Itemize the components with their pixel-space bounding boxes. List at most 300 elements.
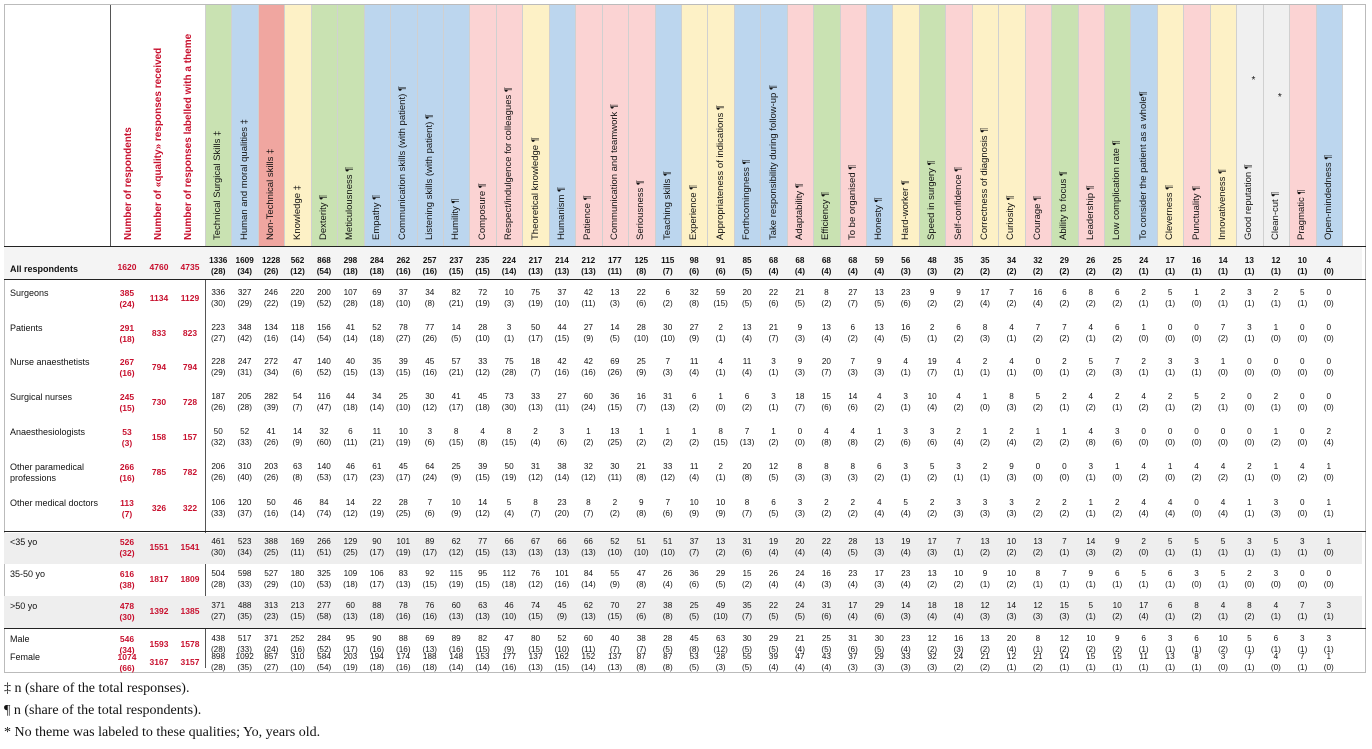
theme-column-header: Speed in surgery ¶ (926, 160, 938, 240)
table-cell: 2 (1) (1244, 462, 1255, 482)
table-cell: 180 (10) (290, 569, 305, 589)
table-cell: 10 (2) (1085, 634, 1096, 654)
table-cell: 11 (4) (689, 357, 700, 377)
table-cell: 82 (15) (475, 634, 490, 654)
table-cell: 28 (25) (396, 498, 411, 518)
table-cell: 54 (7) (292, 392, 303, 412)
table-cell: 31 (6) (742, 537, 753, 557)
table-cell: 25 (9) (451, 462, 462, 482)
theme-column-header: Efficiency ¶ (820, 191, 832, 240)
table-cell: 27 (9) (689, 323, 700, 343)
table-cell: 4 (2) (1191, 462, 1202, 482)
table-cell: 6 (2) (953, 323, 964, 343)
table-cell: 59 (4) (874, 256, 885, 276)
table-cell: 37 (10) (396, 288, 411, 308)
table-cell: 0 (0) (1297, 498, 1308, 518)
table-cell: 5 (1) (1138, 569, 1149, 589)
table-cell: 70 (15) (607, 601, 623, 621)
responses-received: 1134 (149, 293, 169, 303)
table-cell: 8 (1) (1032, 634, 1043, 654)
table-cell: 24 (2) (953, 652, 964, 672)
table-cell: 28 (5) (847, 537, 858, 557)
table-cell: 9 (2) (1112, 634, 1123, 654)
table-cell: 16 (3) (821, 569, 832, 589)
table-cell: 38 (8) (662, 601, 673, 621)
table-cell: 36 (6) (689, 569, 700, 589)
group-separator (4, 279, 1366, 280)
table-cell: 6 (2) (1059, 288, 1070, 308)
table-cell: 203 (19) (343, 652, 358, 672)
table-cell: 438 (28) (210, 634, 226, 654)
table-cell: 77 (15) (475, 537, 490, 557)
responses-received: 158 (151, 432, 167, 442)
table-cell: 0 (0) (1165, 323, 1176, 343)
table-cell: 4 (8) (821, 427, 832, 447)
table-cell: 41 (14) (343, 323, 358, 343)
table-cell: 7 (6) (424, 498, 435, 518)
table-cell: 504 (28) (210, 569, 226, 589)
theme-column-header: To be organised ¶ (846, 164, 858, 240)
table-cell: 523 (34) (237, 537, 252, 557)
table-cell: 82 (21) (448, 288, 464, 308)
table-cell: 8 (7) (530, 498, 541, 518)
row-label: 35-50 yo (10, 569, 46, 579)
table-cell: 87 (8) (636, 652, 647, 672)
table-cell: 313 (23) (263, 601, 279, 621)
table-cell: 4 (4) (1217, 498, 1228, 518)
theme-column-header: Honesty ¶ (873, 197, 885, 240)
table-cell: 169 (11) (290, 537, 305, 557)
table-cell: 129 (25) (343, 537, 358, 557)
table-cell: 14 (1) (1217, 256, 1228, 276)
table-cell: 284 (52) (316, 634, 332, 654)
table-cell: 32 (60) (316, 427, 332, 447)
table-cell: 20 (4) (1006, 634, 1017, 654)
table-cell: 7 (1) (1059, 569, 1070, 589)
column-divider (496, 5, 497, 246)
table-cell: 13 (3) (874, 537, 885, 557)
table-cell: 1 (0) (1323, 652, 1334, 672)
table-cell: 206 (26) (210, 462, 226, 482)
table-cell: 34 (8) (424, 288, 435, 308)
table-cell: 22 (4) (821, 537, 832, 557)
table-cell: 272 (34) (263, 357, 279, 377)
table-cell: 6 (2) (689, 392, 700, 412)
table-cell: 4 (8) (847, 427, 858, 447)
column-divider (205, 5, 206, 246)
table-cell: 13 (4) (742, 323, 753, 343)
table-cell: 69 (18) (369, 288, 385, 308)
table-cell: 25 (10) (396, 392, 411, 412)
table-cell: 38 (14) (554, 462, 570, 482)
table-cell: 21 (2) (980, 652, 991, 672)
table-cell: 20 (7) (821, 357, 832, 377)
table-cell: 4 (2) (1085, 392, 1096, 412)
table-cell: 31 (13) (660, 392, 675, 412)
respondents-count: 245 (15) (119, 392, 135, 413)
table-cell: 246 (22) (263, 288, 279, 308)
table-cell: 8 (3) (847, 462, 858, 482)
table-cell: 0 (0) (1191, 498, 1202, 518)
responses-labelled: 794 (182, 362, 198, 372)
table-cell: 14 (3) (1085, 537, 1096, 557)
table-cell: 69 (13) (422, 634, 438, 654)
table-cell: 21 (4) (794, 634, 805, 654)
column-divider (655, 5, 656, 246)
table-cell: 0 (0) (1297, 569, 1308, 589)
column-divider (1157, 5, 1158, 246)
table-cell: 36 (15) (607, 392, 623, 412)
table-cell: 1 (0) (980, 392, 991, 412)
table-cell: 10 (2) (1006, 569, 1017, 589)
table-cell: 25 (2) (1112, 256, 1123, 276)
table-cell: 140 (52) (316, 357, 332, 377)
table-cell: 32 (2) (1032, 256, 1043, 276)
table-cell: 78 (27) (396, 323, 411, 343)
responses-received: 785 (151, 467, 167, 477)
table-cell: 62 (12) (448, 537, 464, 557)
table-cell: 4 (2) (1217, 462, 1228, 482)
column-divider (417, 5, 418, 246)
table-cell: 38 (7) (636, 634, 647, 654)
theme-column-header: Listening skills (with patient) ¶ (423, 113, 435, 240)
table-cell: 2 (1) (1059, 357, 1070, 377)
responses-labelled: 728 (182, 397, 198, 407)
table-cell: 152 (14) (581, 652, 596, 672)
table-cell: 8 (2) (1085, 288, 1096, 308)
table-cell: 205 (28) (237, 392, 252, 412)
theme-column-header: Meticulousness ¶ (344, 166, 356, 240)
table-cell: 47 (4) (794, 652, 805, 672)
table-cell: 3 (3) (794, 498, 805, 518)
table-cell: 19 (7) (927, 357, 938, 377)
table-cell: 17 (3) (874, 569, 885, 589)
table-cell: 1 (2) (1270, 427, 1281, 447)
responses-labelled: 1129 (180, 293, 200, 303)
table-cell: 247 (31) (237, 357, 252, 377)
table-cell: 1 (2) (874, 427, 885, 447)
table-cell: 80 (15) (528, 634, 543, 654)
table-cell: 42 (16) (581, 357, 596, 377)
table-cell: 112 (18) (501, 569, 517, 589)
table-cell: 23 (6) (900, 288, 911, 308)
table-cell: 39 (15) (475, 462, 490, 482)
responses-labelled: 782 (182, 467, 198, 477)
theme-column-header: Non-Technical skills ‡ (265, 148, 277, 240)
table-cell: 2 (1) (1138, 288, 1149, 308)
column-divider (1263, 5, 1264, 246)
table-cell: 223 (27) (210, 323, 226, 343)
table-cell: 310 (40) (237, 462, 252, 482)
table-cell: 3 (0) (1217, 652, 1228, 672)
table-cell: 3 (1) (1165, 634, 1176, 654)
table-cell: 214 (13) (554, 256, 570, 276)
table-cell: 325 (53) (316, 569, 332, 589)
table-cell: 4 (2) (1138, 392, 1149, 412)
table-cell: 2 (2) (927, 498, 938, 518)
table-cell: 3 (1) (1323, 601, 1334, 621)
table-cell: 32 (12) (581, 462, 596, 482)
table-cell: 148 (14) (448, 652, 464, 672)
respondents-count: 1074 (66) (117, 652, 137, 673)
table-cell: 8 (15) (501, 427, 517, 447)
table-cell: 40 (15) (343, 357, 358, 377)
table-cell: 33 (3) (900, 652, 911, 672)
table-cell: 42 (11) (581, 288, 596, 308)
column-divider (1078, 5, 1079, 246)
theme-column-header: Humanism ¶ (555, 186, 567, 240)
table-cell: 0 (0) (1297, 427, 1308, 447)
column-divider (1289, 5, 1290, 246)
table-cell: 10 (2) (1217, 634, 1228, 654)
column-divider (575, 5, 576, 246)
table-cell: 6 (1) (1270, 634, 1281, 654)
table-cell: 1 (2) (636, 427, 647, 447)
table-cell: 8 (3) (821, 462, 832, 482)
front-column-header: Number of respondents (123, 127, 134, 240)
table-cell: 28 (10) (475, 323, 490, 343)
column-divider (813, 5, 814, 246)
table-cell: 388 (25) (263, 537, 279, 557)
table-cell: 20 (8) (742, 462, 753, 482)
table-cell: 16 (4) (1032, 288, 1043, 308)
column-divider (866, 5, 867, 246)
responses-received: 1593 (149, 639, 169, 649)
table-cell: 21 (8) (636, 462, 647, 482)
table-cell: 35 (2) (953, 256, 964, 276)
table-cell: 2 (4) (1006, 427, 1017, 447)
theme-column-header: Ability to focus ¶ (1058, 171, 1070, 240)
table-cell: 11 (4) (742, 357, 753, 377)
column-divider (1183, 5, 1184, 246)
table-cell: 109 (18) (343, 569, 358, 589)
table-cell: 6 (2) (1112, 323, 1123, 343)
table-cell: 156 (54) (316, 323, 332, 343)
table-cell: 4 (2) (953, 392, 964, 412)
table-cell: 50 (17) (528, 323, 543, 343)
theme-column-header: Humility ¶ (450, 198, 462, 240)
table-cell: 46 (10) (501, 601, 517, 621)
column-divider (734, 5, 735, 246)
table-cell: 266 (51) (316, 537, 332, 557)
table-cell: 177 (11) (607, 256, 622, 276)
theme-column-header: Empathy ¶ (370, 194, 382, 240)
group-separator (4, 628, 1366, 629)
table-cell: 0 (0) (1270, 357, 1281, 377)
table-cell: 73 (30) (501, 392, 517, 412)
table-cell: 3 (6) (556, 427, 567, 447)
table-cell: 4 (4) (1165, 498, 1176, 518)
table-cell: 224 (14) (501, 256, 517, 276)
table-cell: 5 (1) (1217, 569, 1228, 589)
table-cell: 1 (0) (1217, 357, 1228, 377)
table-cell: 584 (54) (316, 652, 332, 672)
front-column-header: Number of responses labelled with a theme (183, 33, 194, 240)
responses-received: 4760 (149, 262, 169, 272)
table-cell: 107 (28) (343, 288, 358, 308)
table-cell: 10 (9) (689, 498, 700, 518)
table-cell: 16 (1) (1191, 256, 1202, 276)
table-cell: 3 (6) (927, 427, 938, 447)
table-cell: 284 (18) (369, 256, 385, 276)
table-cell: 4 (1) (1006, 323, 1017, 343)
column-divider (1342, 5, 1343, 246)
table-cell: 371 (27) (210, 601, 226, 621)
table-cell: 11 (4) (689, 462, 700, 482)
table-cell: 1 (2) (662, 427, 673, 447)
table-cell: 1092 (35) (235, 652, 254, 672)
theme-column-header: Dexterity ¶ (317, 194, 329, 240)
table-cell: 5 (2) (1191, 392, 1202, 412)
table-cell: 41 (26) (263, 427, 279, 447)
responses-received: 833 (151, 328, 167, 338)
table-cell: 34 (2) (1006, 256, 1017, 276)
table-cell: 4 (1) (715, 357, 726, 377)
table-cell: 47 (8) (636, 569, 647, 589)
column-divider (1236, 5, 1237, 246)
table-cell: 39 (15) (396, 357, 411, 377)
responses-received: 3167 (149, 657, 169, 667)
table-cell: 30 (10) (660, 323, 675, 343)
table-cell: 4 (1) (1085, 323, 1096, 343)
table-cell: 0 (0) (1323, 392, 1334, 412)
table-cell: 137 (13) (528, 652, 543, 672)
table-cell: 14 (6) (847, 392, 858, 412)
row-label: Other medical doctors (10, 498, 99, 508)
table-cell: 12 (1) (1006, 652, 1017, 672)
table-cell: 8 (7) (583, 498, 594, 518)
table-cell: 0 (0) (1191, 427, 1202, 447)
responses-labelled: 4735 (180, 262, 200, 272)
table-cell: 1 (2) (768, 427, 779, 447)
table-cell: 52 (10) (554, 634, 570, 654)
table-cell: 55 (9) (609, 569, 620, 589)
table-cell: 47 (6) (292, 357, 303, 377)
respondents-count: 478 (30) (119, 601, 135, 622)
table-cell: 27 (11) (554, 392, 569, 412)
table-cell: 2 (1) (1138, 357, 1149, 377)
table-cell: 2 (1) (1270, 392, 1281, 412)
table-cell: 29 (6) (874, 601, 885, 621)
table-cell: 2 (1) (980, 462, 991, 482)
table-cell: 235 (15) (475, 256, 490, 276)
table-cell: 1 (1) (1323, 498, 1334, 518)
theme-column-header: Pragmatic ¶ (1296, 189, 1308, 240)
table-cell: 120 (37) (237, 498, 252, 518)
table-cell: 327 (29) (237, 288, 252, 308)
table-cell: 95 (15) (475, 569, 490, 589)
table-cell: 4 (1) (1006, 357, 1017, 377)
table-cell: 7 (2) (1006, 288, 1017, 308)
table-cell: 8 (3) (980, 323, 991, 343)
table-cell: 8 (7) (742, 498, 753, 518)
table-cell: 21 (2) (1032, 652, 1043, 672)
table-cell: 53 (5) (689, 652, 700, 672)
row-label: >50 yo (10, 601, 38, 611)
table-cell: 68 (4) (794, 256, 805, 276)
table-cell: 9 (1) (1085, 569, 1096, 589)
table-cell: 45 (17) (396, 462, 411, 482)
table-cell: 74 (15) (528, 601, 543, 621)
table-cell: 13 (2) (980, 634, 991, 654)
responses-labelled: 3157 (180, 657, 200, 667)
table-cell: 4 (2) (1297, 462, 1308, 482)
table-cell: 13 (1) (1244, 256, 1255, 276)
table-cell: 9 (3) (874, 357, 885, 377)
table-cell: 0 (0) (1297, 357, 1308, 377)
table-cell: 2 (0) (1244, 569, 1255, 589)
table-cell: 8 (15) (448, 427, 464, 447)
table-cell: 277 (58) (316, 601, 332, 621)
table-cell: 12 (2) (1059, 634, 1070, 654)
table-cell: 26 (2) (1085, 256, 1096, 276)
column-divider (681, 5, 682, 246)
responses-received: 730 (151, 397, 167, 407)
table-cell: 16 (3) (953, 634, 964, 654)
table-cell: 89 (16) (448, 634, 464, 654)
table-cell: 203 (26) (263, 462, 279, 482)
respondents-count: 1620 (117, 262, 137, 272)
column-divider (390, 5, 391, 246)
table-cell: 9 (3) (794, 323, 805, 343)
table-cell: 48 (3) (927, 256, 938, 276)
respondents-count: 526 (32) (119, 537, 135, 558)
row-label: Patients (10, 323, 43, 333)
table-cell: 868 (54) (316, 256, 332, 276)
table-cell: 6 (2) (742, 392, 753, 412)
column-divider (892, 5, 893, 246)
theme-column-header: Communication skills (with patient) ¶ (397, 86, 409, 240)
table-cell: 2 (1) (980, 357, 991, 377)
column-divider (469, 5, 470, 246)
theme-column-header: Seriousness ¶ (635, 179, 647, 240)
respondents-count: 53 (3) (121, 427, 133, 448)
table-cell: 488 (35) (237, 601, 252, 621)
table-cell: 13 (2) (715, 537, 726, 557)
table-cell: 17 (1) (1165, 256, 1176, 276)
row-label: Surgeons (10, 288, 49, 298)
table-cell: 88 (18) (369, 601, 385, 621)
responses-labelled: 1541 (180, 542, 200, 552)
table-cell: 2 (1) (1112, 392, 1123, 412)
table-cell: 2 (1) (927, 323, 938, 343)
table-cell: 310 (10) (290, 652, 305, 672)
table-cell: 37 (3) (847, 652, 858, 672)
column-divider (602, 5, 603, 246)
table-cell: 12 (2) (927, 634, 938, 654)
table-cell: 67 (13) (528, 537, 543, 557)
table-cell: 14 (5) (609, 323, 620, 343)
table-cell: 3 (6) (424, 427, 435, 447)
table-cell: 25 (5) (689, 601, 700, 621)
table-cell: 4 (8) (1085, 427, 1096, 447)
table-cell: 31 (6) (821, 601, 832, 621)
table-cell: 18 (7) (794, 392, 805, 412)
table-cell: 153 (14) (475, 652, 490, 672)
table-cell: 14 (12) (475, 498, 490, 518)
table-cell: 9 (3) (1006, 462, 1017, 482)
column-divider (364, 5, 365, 246)
table-cell: 42 (16) (554, 357, 570, 377)
row-label: Male (10, 634, 30, 644)
table-cell: 10 (2) (953, 569, 964, 589)
table-cell: 13 (25) (607, 427, 623, 447)
column-divider (707, 5, 708, 246)
table-cell: 5 (1) (1244, 634, 1255, 654)
table-cell: 23 (4) (900, 634, 911, 654)
theme-column-header: Open-mindedness ¶ (1322, 154, 1334, 240)
table-cell: 9 (3) (794, 357, 805, 377)
